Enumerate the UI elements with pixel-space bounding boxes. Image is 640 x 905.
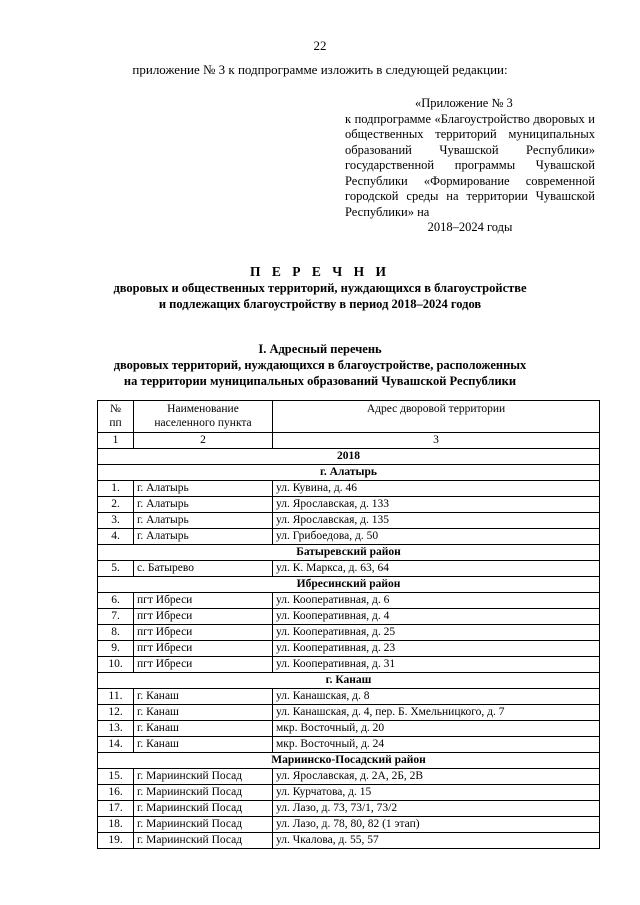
appendix-note — [345, 96, 595, 236]
row-address: ул. Канашская, д. 4, пер. Б. Хмельницкого, д. 7 — [273, 705, 600, 721]
table-row — [98, 657, 600, 673]
appendix-body: к подпрограмме «Благоустройство дворовых и общественных территорий муниципальных образований Чувашской Республики» государственной программы Чувашской Республики «Формирование современной городской среды на территории Чувашской Республики» на — [345, 111, 595, 219]
appendix-title: «Приложение № 3 — [415, 96, 513, 110]
table-row — [98, 593, 600, 609]
row-settlement: г. Мариинский Посад — [134, 817, 273, 833]
group-row — [98, 673, 600, 689]
address-table-container — [97, 400, 599, 849]
row-address: ул. Кооперативная, д. 4 — [273, 609, 600, 625]
document-title: П Е Р Е Ч Н И — [250, 264, 390, 279]
row-settlement: г. Алатырь — [134, 497, 273, 513]
row-number: 13. — [98, 721, 134, 737]
document-subtitle — [0, 280, 640, 312]
subtitle-line-1: дворовых и общественных территорий, нуждающихся в благоустройстве — [113, 281, 527, 295]
table-index-row — [98, 433, 600, 449]
table-row — [98, 833, 600, 849]
table-row — [98, 689, 600, 705]
row-address: ул. Кооперативная, д. 25 — [273, 625, 600, 641]
table-row — [98, 641, 600, 657]
row-number: 16. — [98, 785, 134, 801]
table-row — [98, 785, 600, 801]
row-settlement: г. Мариинский Посад — [134, 801, 273, 817]
table-row — [98, 801, 600, 817]
header-settlement-line-1: Наименование — [167, 403, 239, 415]
row-number: 5. — [98, 561, 134, 577]
header-settlement — [134, 401, 273, 433]
row-number: 12. — [98, 705, 134, 721]
row-settlement: пгт Ибреси — [134, 609, 273, 625]
row-number: 8. — [98, 625, 134, 641]
row-number: 1. — [98, 481, 134, 497]
index-cell: 2 — [134, 433, 273, 449]
table-row — [98, 529, 600, 545]
row-number: 4. — [98, 529, 134, 545]
group-row — [98, 753, 600, 769]
header-number-line-1: № — [110, 403, 121, 415]
table-row — [98, 737, 600, 753]
row-settlement: г. Алатырь — [134, 529, 273, 545]
group-label: Мариинско-Посадский район — [98, 753, 600, 769]
header-address — [273, 401, 600, 433]
row-address: ул. Ярославская, д. 2А, 2Б, 2В — [273, 769, 600, 785]
group-label: Ибресинский район — [98, 577, 600, 593]
row-address: мкр. Восточный, д. 20 — [273, 721, 600, 737]
table-body — [98, 449, 600, 849]
table-row — [98, 721, 600, 737]
subtitle-line-2: и подлежащих благоустройству в период 2018–2024 годов — [158, 297, 482, 311]
header-settlement-line-2: населенного пункта — [154, 417, 252, 429]
row-address: ул. К. Маркса, д. 63, 64 — [273, 561, 600, 577]
table-row — [98, 561, 600, 577]
row-address: ул. Ярославская, д. 135 — [273, 513, 600, 529]
table-row — [98, 481, 600, 497]
row-settlement: г. Мариинский Посад — [134, 785, 273, 801]
row-address: мкр. Восточный, д. 24 — [273, 737, 600, 753]
row-settlement: пгт Ибреси — [134, 625, 273, 641]
row-number: 6. — [98, 593, 134, 609]
header-address-text: Адрес дворовой территории — [366, 403, 506, 415]
row-address: ул. Кооперативная, д. 31 — [273, 657, 600, 673]
section-title — [0, 341, 640, 389]
row-number: 14. — [98, 737, 134, 753]
row-number: 11. — [98, 689, 134, 705]
row-settlement: г. Алатырь — [134, 481, 273, 497]
page-number: 22 — [313, 38, 327, 53]
table-row — [98, 705, 600, 721]
group-label: Батыревский район — [98, 545, 600, 561]
group-row — [98, 545, 600, 561]
row-address: ул. Курчатова, д. 15 — [273, 785, 600, 801]
row-number: 15. — [98, 769, 134, 785]
table-row — [98, 609, 600, 625]
row-number: 9. — [98, 641, 134, 657]
row-address: ул. Кувина, д. 46 — [273, 481, 600, 497]
index-cell: 3 — [273, 433, 600, 449]
row-settlement: с. Батырево — [134, 561, 273, 577]
table-row — [98, 513, 600, 529]
row-address: ул. Ярославская, д. 133 — [273, 497, 600, 513]
row-address: ул. Лазо, д. 73, 73/1, 73/2 — [273, 801, 600, 817]
group-label: г. Алатырь — [98, 465, 600, 481]
row-settlement: г. Мариинский Посад — [134, 769, 273, 785]
group-label: г. Канаш — [98, 673, 600, 689]
section-line-2: дворовых территорий, нуждающихся в благоустройстве, расположенных — [113, 358, 527, 372]
row-settlement: г. Мариинский Посад — [134, 833, 273, 849]
row-settlement: г. Канаш — [134, 689, 273, 705]
group-row — [98, 465, 600, 481]
row-settlement: пгт Ибреси — [134, 657, 273, 673]
row-settlement: пгт Ибреси — [134, 593, 273, 609]
address-table — [97, 400, 600, 849]
intro-text: приложение № 3 к подпрограмме изложить в следующей редакции: — [132, 62, 508, 77]
row-settlement: г. Канаш — [134, 721, 273, 737]
row-number: 18. — [98, 817, 134, 833]
row-settlement: г. Канаш — [134, 705, 273, 721]
row-settlement: пгт Ибреси — [134, 641, 273, 657]
row-address: ул. Кооперативная, д. 6 — [273, 593, 600, 609]
group-row — [98, 577, 600, 593]
row-address: ул. Грибоедова, д. 50 — [273, 529, 600, 545]
header-number-line-2: пп — [109, 417, 122, 429]
row-number: 17. — [98, 801, 134, 817]
row-address: ул. Канашская, д. 8 — [273, 689, 600, 705]
row-number: 10. — [98, 657, 134, 673]
appendix-years: 2018–2024 годы — [427, 220, 513, 234]
row-address: ул. Чкалова, д. 55, 57 — [273, 833, 600, 849]
row-number: 3. — [98, 513, 134, 529]
year-label: 2018 — [98, 449, 600, 465]
row-address: ул. Лазо, д. 78, 80, 82 (1 этап) — [273, 817, 600, 833]
row-settlement: г. Алатырь — [134, 513, 273, 529]
header-number — [98, 401, 134, 433]
year-row — [98, 449, 600, 465]
index-cell: 1 — [98, 433, 134, 449]
table-row — [98, 769, 600, 785]
row-number: 7. — [98, 609, 134, 625]
section-line-1: I. Адресный перечень — [258, 342, 382, 356]
table-header-row — [98, 401, 600, 433]
table-row — [98, 625, 600, 641]
table-row — [98, 497, 600, 513]
row-address: ул. Кооперативная, д. 23 — [273, 641, 600, 657]
row-settlement: г. Канаш — [134, 737, 273, 753]
section-line-3: на территории муниципальных образований Чувашской Республики — [123, 374, 517, 388]
row-number: 2. — [98, 497, 134, 513]
row-number: 19. — [98, 833, 134, 849]
table-row — [98, 817, 600, 833]
